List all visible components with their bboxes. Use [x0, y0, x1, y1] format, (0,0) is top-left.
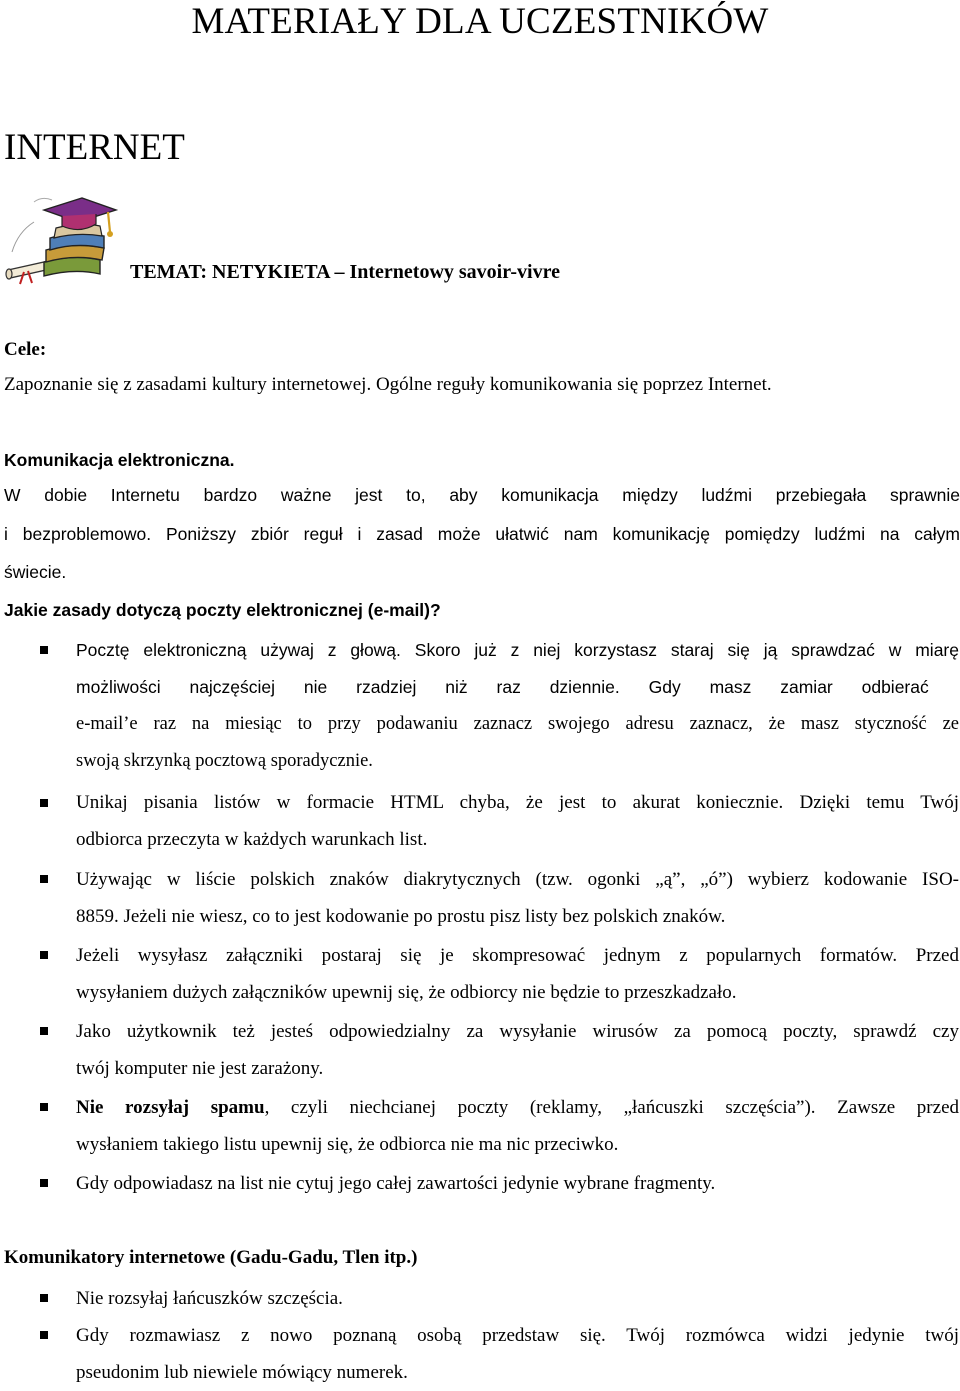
list-item — [76, 1280, 959, 1317]
list-item-line: twój komputer nie jest zarażony. — [76, 1058, 324, 1079]
page-title: MATERIAŁY DLA UCZESTNIKÓW — [191, 1, 769, 42]
goals-text: Zapoznanie się z zasadami kultury internetowej. Ogólne reguły komunikowania się poprzez Internet. — [4, 374, 772, 395]
list-item-line: Pocztę elektroniczną używaj z głową. Skoro już z niej korzystasz staraj się ją sprawdzać w miarę — [76, 640, 959, 660]
list-item-line: Gdy rozmawiasz z nowo poznaną osobą przedstaw się. Twój rozmówca widzi jedynie twój — [76, 1325, 959, 1346]
list-item-line: wysyłaniem dużych załączników upewnij się, że odbiorcy nie będzie to przeszkadzało. — [76, 982, 737, 1003]
list-item-line: Jeżeli wysyłasz załączniki postaraj się je skompresować jednym z popularnych formatów. Przed — [76, 945, 959, 966]
intro-line: W dobie Internetu bardzo ważne jest to, aby komunikacja między ludźmi przebiegała sprawnie — [4, 485, 960, 505]
list-item-line: pseudonim lub niewiele mówiący numerek. — [76, 1362, 408, 1383]
list-item-line: odbiorca przeczyta w każdych warunkach list. — [76, 829, 428, 850]
list-item-line: wysłaniem takiego listu upewnij się, że odbiorca nie ma nic przeciwko. — [76, 1134, 619, 1155]
bullet-square-icon — [40, 799, 48, 807]
list-item-line: możliwości najczęściej nie rzadziej niż raz dziennie. Gdy masz zamiar odbierać — [76, 677, 929, 697]
bullet-square-icon — [40, 1027, 48, 1035]
bullet-square-icon — [40, 1331, 48, 1339]
bullet-square-icon — [40, 875, 48, 883]
bullet-square-icon — [40, 646, 48, 654]
list-item — [76, 861, 959, 935]
email-heading: Jakie zasady dotyczą poczty elektronicznej (e-mail)? — [4, 600, 441, 620]
bullet-square-icon — [40, 1294, 48, 1302]
bullet-square-icon — [40, 951, 48, 959]
list-item — [76, 1317, 959, 1391]
list-item-line: Unikaj pisania listów w formacie HTML chyba, że jest to akurat koniecznie. Dzięki temu Twój — [76, 792, 959, 813]
list-item-line — [76, 1089, 959, 1126]
spam-rule-rest: , czyli niechcianej poczty (reklamy, „łańcuszki szczęścia”). Zawsze przed — [264, 1097, 960, 1118]
list-item — [76, 784, 959, 858]
bullet-square-icon — [40, 1103, 48, 1111]
list-item — [76, 1089, 959, 1163]
list-item-line: 8859. Jeżeli nie wiesz, co to jest kodowanie po prostu pisz listy bez polskich znaków. — [76, 906, 726, 927]
intro-line: świecie. — [4, 562, 67, 582]
books-stack-icon — [44, 224, 104, 276]
intro-heading: Komunikacja elektroniczna. — [4, 450, 235, 470]
graduation-books-clipart — [4, 192, 128, 288]
list-item-line: Jako użytkownik też jesteś odpowiedzialny za wysyłanie wirusów za pomocą poczty, sprawdź czy — [76, 1021, 959, 1042]
list-item — [76, 1013, 959, 1087]
list-item-line: Gdy odpowiadasz na list nie cytuj jego całej zawartości jedynie wybrane fragmenty. — [76, 1173, 716, 1194]
lesson-topic: TEMAT: NETYKIETA – Internetowy savoir-vivre — [130, 261, 560, 283]
section-title: INTERNET — [4, 127, 185, 168]
list-item-line: Używając w liście polskich znaków diakrytycznych (tzw. ogonki „ą”, „ó”) wybierz kodowanie ISO- — [76, 869, 959, 890]
im-heading: Komunikatory internetowe (Gadu-Gadu, Tlen itp.) — [4, 1247, 418, 1268]
spam-rule-bold: Nie rozsyłaj spamu — [76, 1097, 265, 1118]
list-item-line: Nie rozsyłaj łańcuszków szczęścia. — [76, 1288, 343, 1309]
bullet-square-icon — [40, 1179, 48, 1187]
goals-label: Cele: — [4, 339, 47, 360]
list-item — [76, 1165, 959, 1202]
list-item — [76, 937, 959, 1011]
list-item — [76, 632, 959, 780]
intro-line: i bezproblemowo. Poniższy zbiór reguł i zasad może ułatwić nam komunikację pomiędzy ludźmi na całym — [4, 524, 960, 544]
list-item-line: swoją skrzynką pocztową sporadycznie. — [76, 751, 373, 771]
list-item-line: e-mail’e raz na miesiąc to przy podawaniu zaznacz swojego adresu zaznacz, że masz styczność ze — [76, 714, 959, 734]
